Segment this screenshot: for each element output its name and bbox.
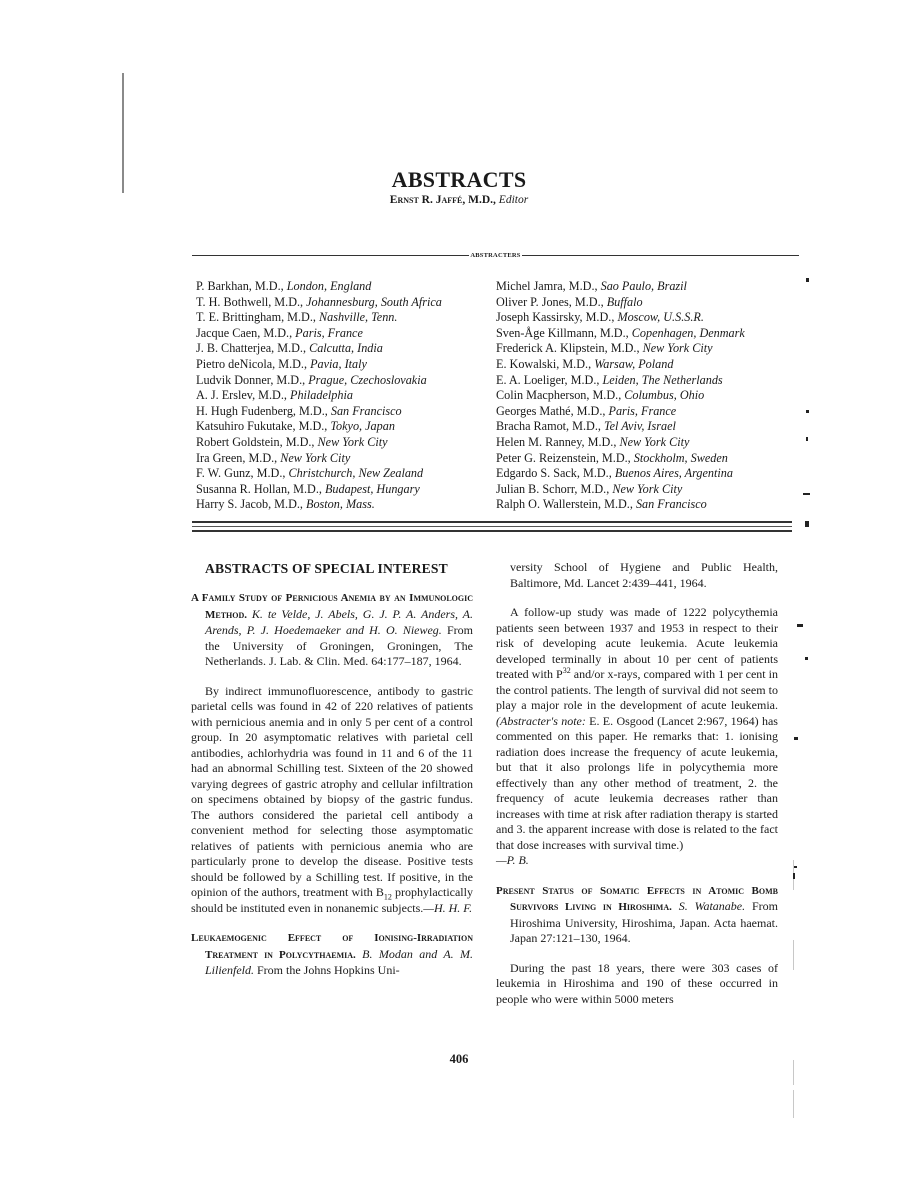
editor-degree: , M.D.,	[462, 194, 499, 206]
abstracter-name: F. W. Gunz, M.D.,	[196, 466, 289, 481]
article-heading	[496, 883, 778, 947]
editor-role: Editor	[498, 194, 529, 206]
abstracter-location: Calcutta, India	[309, 341, 383, 356]
abstracter-name: Pietro deNicola, M.D.,	[196, 356, 311, 371]
abstracter-name: H. Hugh Fudenberg, M.D.,	[196, 403, 331, 418]
abstracter-name: Ludvik Donner, M.D.,	[196, 372, 309, 387]
scan-speck	[797, 624, 803, 627]
abstracter-name: Frederick A. Klipstein, M.D.,	[496, 341, 643, 356]
rule-line	[192, 255, 469, 256]
abstracter-entry	[196, 482, 442, 498]
abstracter-name: Katsuhiro Fukutake, M.D.,	[196, 419, 331, 434]
abstracter-location: Stockholm, Sweden	[633, 450, 728, 465]
abstracter-entry	[196, 451, 442, 467]
abstracter-location: Philadelphia	[290, 388, 353, 403]
article-body: During the past 18 years, there were 303 cases of leukemia in Hiroshima and 190 of these occurred in people who were within 5000 meters	[496, 960, 778, 1006]
section-heading: ABSTRACTS OF SPECIAL INTEREST	[205, 561, 448, 576]
article-body	[496, 605, 778, 869]
abstracter-location: San Francisco	[330, 403, 402, 418]
abstracter-entry	[196, 404, 442, 420]
abstracter-name: Michel Jamra, M.D.,	[496, 279, 601, 293]
abstracter-name: Jacque Caen, M.D.,	[196, 325, 296, 340]
abstracter-name: Joseph Kassirsky, M.D.,	[496, 310, 618, 325]
abstracter-location: Moscow, U.S.S.R.	[617, 310, 704, 325]
abstracter-location: Paris, France	[608, 403, 677, 418]
subscript: 12	[383, 892, 392, 902]
superscript: 32	[562, 666, 571, 675]
abstracter-entry	[496, 341, 745, 357]
article-source: From the Johns Hopkins Uni-	[257, 963, 400, 977]
abstracter-name: Ira Green, M.D.,	[196, 450, 281, 465]
abstracter-location: New York City	[280, 450, 351, 465]
body-text: prophylactically should be instituted even in nonanemic subjects.	[191, 885, 473, 915]
abstracter-entry	[196, 419, 442, 435]
article-source: From the University of Groningen, Groningen, The Netherlands. J. Lab. & Clin. Med. 64:177–187, 1964.	[205, 623, 473, 668]
abstracter-entry	[496, 279, 745, 295]
abstracter-location: Christchurch, New Zealand	[288, 466, 424, 481]
abstracter-entry	[496, 388, 745, 404]
abstracter-name: A. J. Erslev, M.D.,	[196, 388, 290, 403]
abstracter-entry	[196, 373, 442, 389]
section-divider	[192, 521, 792, 532]
abstracter-location: New York City	[642, 341, 713, 356]
abstracter-location: Pavia, Italy	[310, 356, 367, 371]
abstracter-entry	[496, 357, 745, 373]
article-source-continued: versity School of Hygiene and Public Health, Baltimore, Md. Lancet 2:439–441, 1964.	[510, 560, 778, 590]
abstracter-entry	[496, 310, 745, 326]
body-text: By indirect immunofluorescence, antibody to gastric parietal cells was found in 42 of 220 relatives of patients with pernicious anemia and in only 5 per cent of a control group. In 20 asymptomatic relatives with parietal cell antibodies, achlorhydria was found in 11 and 6 of the 11 had an abnormal Schilling test. Sixteen of the 20 showed varying degrees of gastric atrophy and cellular infiltration on specimens obtained by biopsy of the gastric fundus. The authors considered the parietal cell antibody a convenient method for selecting those asymptomatic relatives of patients with pernicious anemia who are particularly prone to develop the disease. Positive tests should be followed by a Schilling test. If positive, in the opinion of the authors, treatment with B	[191, 683, 473, 899]
abstracter-name: Ralph O. Wallerstein, M.D.,	[496, 497, 636, 512]
abstracter-entry	[196, 497, 442, 513]
abstracter-entry	[196, 310, 442, 326]
abstracter-entry	[196, 326, 442, 342]
abstracter-name: J. B. Chatterjea, M.D.,	[196, 341, 310, 356]
abstracter-entry	[496, 451, 745, 467]
page-number: 406	[449, 1052, 469, 1066]
abstracter-location: Columbus, Ohio	[624, 388, 705, 403]
abstracter-location: Tel Aviv, Israel	[603, 419, 676, 434]
abstracter-location: Boston, Mass.	[306, 497, 375, 512]
article-authors: K. te Velde, J. Abels, G. J. P. A. Anders, A. Arends, P. J. Hoedemaeker and H. O. Nieweg.	[205, 606, 474, 637]
abstracter-name: Helen M. Ranney, M.D.,	[496, 434, 620, 449]
page-title: ABSTRACTS	[391, 166, 527, 192]
abstracter-location: London, England	[286, 279, 372, 293]
abstracter-entry	[196, 466, 442, 482]
article-heading	[191, 590, 473, 670]
rule-line	[522, 255, 799, 256]
abstracter-location: Tokyo, Japan	[330, 419, 395, 434]
abstracter-entry	[496, 295, 745, 311]
abstracter-name: Peter G. Reizenstein, M.D.,	[496, 450, 634, 465]
abstracter-entry	[196, 357, 442, 373]
abstracter-entry	[496, 466, 745, 482]
abstracter-name: T. E. Brittingham, M.D.,	[196, 310, 319, 325]
scan-speck	[805, 657, 808, 660]
scan-speck	[793, 873, 795, 879]
note-label: (Abstracter's note:	[496, 713, 586, 728]
abstracter-name: Edgardo S. Sack, M.D.,	[496, 466, 615, 481]
column-left	[191, 590, 473, 993]
abstracter-entry	[496, 482, 745, 498]
abstracter-location: New York City	[619, 434, 690, 449]
column-right	[496, 560, 778, 1021]
abstracter-name: P. Barkhan, M.D.,	[196, 279, 287, 293]
abstracter-location: Copenhagen, Denmark	[631, 325, 745, 340]
article-body	[191, 684, 473, 917]
abstracter-location: Johannesburg, South Africa	[306, 294, 442, 309]
scan-speck	[805, 521, 809, 527]
abstracter-location: Prague, Czechoslovakia	[308, 372, 427, 387]
abstracter-name: E. A. Loeliger, M.D.,	[496, 372, 603, 387]
abstracter-location: Nashville, Tenn.	[319, 310, 398, 325]
abstracter-entry	[496, 404, 745, 420]
abstracter-entry	[196, 295, 442, 311]
abstracter-location: Leiden, The Netherlands	[602, 372, 723, 387]
abstracter-location: Budapest, Hungary	[324, 481, 420, 496]
abstracter-location: Warsaw, Poland	[594, 356, 674, 371]
abstracter-name: Colin Macpherson, M.D.,	[496, 388, 625, 403]
editor-line	[0, 194, 918, 206]
abstracter-location: New York City	[612, 481, 683, 496]
abstracter-entry	[196, 279, 442, 295]
editor-name: Ernst R. Jaffé	[389, 194, 463, 206]
abstracter-entry	[496, 373, 745, 389]
article-title: Leukaemogenic Effect of Ionising-Irradiation Treatment in Polycythaemia.	[191, 932, 473, 961]
abstracter-location: San Francisco	[635, 497, 707, 512]
abstracter-name: Robert Goldstein, M.D.,	[196, 434, 318, 449]
body-text: and/or x-rays, compared with 1 per cent in the control patients. The length of survival did not seem to play a major role in the development of acute leukemia.	[496, 667, 778, 712]
article-title: A Family Study of Pernicious Anemia by an Immunologic Method.	[191, 592, 473, 621]
scan-speck	[803, 493, 810, 495]
body-text: A follow-up study was made of 1222 polycythemia patients seen between 1937 and 1953 in respect to their risk of developing acute leukemia. Acute leukemia developed terminally in about 10 per cent of patients treated with P	[496, 605, 778, 681]
article-title: Present Status of Somatic Effects in Atomic Bomb Survivors Living in Hiroshima.	[496, 884, 778, 913]
abstracter-entry	[496, 419, 745, 435]
scan-speck	[806, 437, 808, 441]
article-heading	[191, 930, 473, 979]
abstracter-name: Susanna R. Hollan, M.D.,	[196, 481, 325, 496]
scan-speck	[806, 410, 809, 413]
abstracter-name: Georges Mathé, M.D.,	[496, 403, 609, 418]
abstracter-location: Paris, France	[295, 325, 363, 340]
abstracter-name: Julian B. Schorr, M.D.,	[496, 481, 613, 496]
body-text: E. E. Osgood (Lancet 2:967, 1964) has commented on this paper. He remarks that: 1. ionising radiation does increase the frequency of acute leukemia, but that it also prolongs life in polycythemia more effectively than any other method of treatment, 2. the frequency of acute leukemia decreases rather than increases with time at risk after radiation therapy is started and 3. the apparent increase with dose is related to the fact that dose increases with survival time.)	[496, 713, 778, 852]
abstracter-entry	[496, 326, 745, 342]
abstracter-location: Buenos Aires, Argentina	[614, 466, 733, 481]
abstracter-name: T. H. Bothwell, M.D.,	[196, 294, 307, 309]
article-authors: S. Watanabe.	[678, 899, 746, 913]
abstracter-name: E. Kowalski, M.D.,	[496, 356, 595, 371]
abstracters-label: ABSTRACTERS	[470, 251, 521, 259]
abstracter-entry	[196, 341, 442, 357]
abstracter-location: Buffalo	[606, 294, 643, 309]
abstracters-list-right	[496, 279, 745, 513]
abstracter-name: Harry S. Jacob, M.D.,	[196, 497, 307, 512]
scan-margin-line	[793, 940, 794, 970]
scan-speck	[794, 737, 798, 740]
abstracter-signature: —H. H. F.	[423, 900, 473, 915]
abstracter-location: New York City	[317, 434, 388, 449]
abstracter-entry	[496, 497, 745, 513]
abstracters-list-left	[196, 279, 442, 513]
abstracter-name: Sven-Åge Killmann, M.D.,	[496, 325, 632, 340]
abstracter-signature: —P. B.	[496, 853, 529, 867]
abstracter-entry	[196, 388, 442, 404]
abstracter-entry	[196, 435, 442, 451]
scan-margin-line	[793, 1090, 794, 1118]
scan-speck	[806, 278, 809, 282]
abstracter-location: Sao Paulo, Brazil	[600, 279, 687, 293]
abstracter-entry	[496, 435, 745, 451]
article-authors: B. Modan and A. M. Lilienfeld.	[205, 946, 474, 977]
abstracters-divider	[192, 248, 799, 262]
scan-speck	[794, 866, 797, 868]
abstracter-name: Oliver P. Jones, M.D.,	[496, 294, 607, 309]
article-source: From Hiroshima University, Hiroshima, Japan. Acta haemat. Japan 27:121–130, 1964.	[510, 899, 778, 945]
abstracter-name: Bracha Ramot, M.D.,	[496, 419, 604, 434]
